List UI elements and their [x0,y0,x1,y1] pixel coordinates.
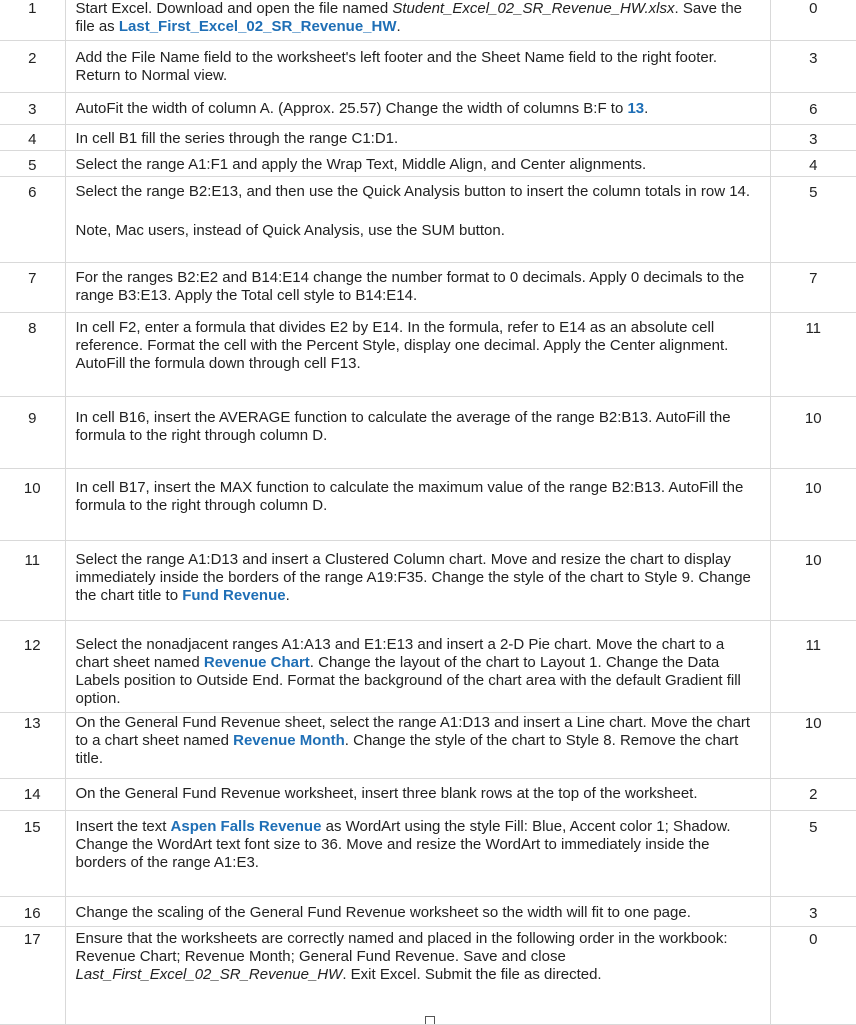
instruction-segment: AutoFit the width of column A. (Approx. 25.57) Change the width of columns B:F to [76,100,628,117]
instruction-segment: In cell B16, insert the AVERAGE function to calculate the average of the range B2:B13. AutoFill the formula to the right through column D. [76,409,731,444]
step-points-text: 10 [771,397,856,428]
step-row [0,150,856,176]
step-number [0,778,65,810]
instruction-segment: . [286,587,290,604]
step-points-text: 10 [771,469,856,498]
step-number [0,712,65,778]
step-points-text: 3 [771,41,856,68]
step-number-text: 5 [0,151,65,175]
instruction-text [76,551,762,605]
step-number-text: 16 [0,897,65,923]
step-row [0,40,856,92]
step-points-text: 0 [771,927,856,949]
step-number-text: 1 [0,0,65,18]
step-number [0,150,65,176]
step-row [0,896,856,926]
step-points-text: 3 [771,125,856,149]
step-number [0,896,65,926]
instruction-segment: as WordArt using the style Fill: Blue, Accent color 1; Shadow. Change the WordArt text font size to 36. Move and resize the WordArt to immediately inside the borders of the range A1:E3. [76,818,731,871]
step-number [0,540,65,620]
instruction-segment: . Save the file as [76,0,743,35]
step-points-text: 0 [771,0,856,18]
file-name: Last_First_Excel_02_SR_Revenue_HW [76,966,343,983]
step-number-text: 13 [0,713,65,733]
instruction-text [76,183,762,201]
step-points [770,396,856,468]
step-points-text: 10 [771,541,856,570]
step-points-text: 11 [771,621,856,655]
step-number-text: 8 [0,313,65,338]
step-points [770,468,856,540]
step-number [0,396,65,468]
instruction-segment: Ensure that the worksheets are correctly named and placed in the following order in the workbook: Revenue Chart; Revenue Month; General Fund Revenue. Save and close [76,930,728,965]
instruction-segment: Select the range A1:F1 and apply the Wrap Text, Middle Align, and Center alignments. [76,156,647,173]
step-points-text: 11 [771,313,856,338]
step-points-text: 4 [771,151,856,175]
step-points-text: 3 [771,897,856,923]
step-number [0,926,65,1024]
instruction-segment: In cell F2, enter a formula that divides E2 by E14. In the formula, refer to E14 as an absolute cell reference. Format the cell with the Percent Style, display one decimal. Apply the Center alignment. AutoFill the formula down through cell F13. [76,319,729,372]
step-row [0,396,856,468]
step-row [0,92,856,124]
instruction-segment: Insert the text [76,818,171,835]
step-instruction [65,620,770,712]
instruction-segment: For the ranges B2:E2 and B14:E14 change the number format to 0 decimals. Apply 0 decimals to the range B3:E13. Apply the Total cell style to B14:E14. [76,269,745,304]
instruction-text [76,714,762,768]
instruction-segment: In cell B1 fill the series through the range C1:D1. [76,130,399,147]
instruction-segment: . [397,18,401,35]
step-row [0,262,856,312]
step-instruction [65,778,770,810]
instruction-segment: Select the nonadjacent ranges A1:A13 and E1:E13 and insert a 2-D Pie chart. Move the chart to a chart sheet named [76,636,725,671]
step-row [0,124,856,150]
instruction-segment: Select the range A1:D13 and insert a Clustered Column chart. Move and resize the chart to display immediately inside the borders of the range A19:F35. Change the style of the chart to Style 9. Change the chart title to [76,551,751,604]
highlighted-value: Revenue Chart [204,654,310,671]
step-instruction [65,712,770,778]
step-number-text: 3 [0,93,65,119]
step-instruction [65,540,770,620]
step-points [770,896,856,926]
step-number-text: 12 [0,621,65,655]
instruction-text [76,49,762,85]
instruction-segment: In cell B17, insert the MAX function to calculate the maximum value of the range B2:B13. AutoFill the formula to the right through column D. [76,479,744,514]
step-points [770,92,856,124]
highlighted-value: Aspen Falls Revenue [171,818,322,835]
instruction-text [76,130,762,148]
step-points-text: 7 [771,263,856,288]
page-break-marker-icon [425,1016,435,1024]
step-points [770,124,856,150]
step-instruction [65,926,770,1024]
step-points [770,0,856,40]
highlighted-value: Last_First_Excel_02_SR_Revenue_HW [119,18,397,35]
instruction-note: Note, Mac users, instead of Quick Analysis, use the SUM button. [76,222,762,240]
step-points [770,150,856,176]
instruction-text [76,269,762,305]
instruction-segment: Add the File Name field to the worksheet's left footer and the Sheet Name field to the right footer. Return to Normal view. [76,49,718,84]
step-number [0,620,65,712]
instruction-text [76,479,762,515]
instruction-segment: . Change the layout of the chart to Layout 1. Change the Data Labels position to Outside End. Format the background of the chart area with the default Gradient fill option. [76,654,741,707]
instruction-text [76,156,762,174]
step-instruction [65,896,770,926]
step-points [770,778,856,810]
step-number [0,312,65,396]
step-row [0,926,856,1024]
instruction-segment: . [644,100,648,117]
step-number-text: 2 [0,41,65,68]
step-row [0,312,856,396]
step-points-text: 2 [771,779,856,804]
step-row [0,620,856,712]
step-instruction [65,810,770,896]
step-instruction [65,468,770,540]
step-number-text: 15 [0,811,65,837]
step-points [770,810,856,896]
step-points [770,176,856,262]
step-instruction [65,396,770,468]
step-instruction [65,92,770,124]
highlighted-value: Fund Revenue [182,587,285,604]
step-points-text: 6 [771,93,856,119]
instruction-segment: Change the scaling of the General Fund Revenue worksheet so the width will fit to one page. [76,904,691,921]
step-number [0,176,65,262]
step-instruction [65,262,770,312]
step-number-text: 4 [0,125,65,149]
step-points-text: 10 [771,713,856,733]
instruction-segment: . Exit Excel. Submit the file as directed. [342,966,601,983]
step-instruction [65,124,770,150]
step-instruction [65,312,770,396]
instruction-segment: Select the range B2:E13, and then use the Quick Analysis button to insert the column totals in row 14. [76,183,751,200]
step-number-text: 14 [0,779,65,804]
step-row [0,0,856,40]
instruction-text [76,100,762,118]
step-number [0,124,65,150]
step-points [770,262,856,312]
step-number-text: 17 [0,927,65,949]
step-number [0,0,65,40]
step-points [770,712,856,778]
instruction-text [76,785,762,803]
step-points [770,40,856,92]
step-row [0,540,856,620]
step-number-text: 9 [0,397,65,428]
step-points-text: 5 [771,177,856,202]
step-number-text: 10 [0,469,65,498]
instruction-segment: Start Excel. Download and open the file named [76,0,393,17]
step-number-text: 7 [0,263,65,288]
instruction-text [76,0,762,36]
step-row [0,712,856,778]
highlighted-value: 13 [627,100,644,117]
instruction-segment: On the General Fund Revenue sheet, select the range A1:D13 and insert a Line chart. Move the chart to a chart sheet named [76,714,751,749]
instruction-text [76,930,762,984]
step-number [0,40,65,92]
step-row [0,176,856,262]
step-points [770,620,856,712]
step-instruction [65,150,770,176]
file-name: Student_Excel_02_SR_Revenue_HW.xlsx [392,0,674,17]
step-row [0,778,856,810]
step-number [0,92,65,124]
step-points [770,312,856,396]
step-instruction [65,40,770,92]
step-instruction [65,176,770,262]
highlighted-value: Revenue Month [233,732,345,749]
step-number [0,262,65,312]
step-number-text: 6 [0,177,65,202]
instruction-text [76,636,762,708]
instruction-segment: On the General Fund Revenue worksheet, insert three blank rows at the top of the worksheet. [76,785,698,802]
instruction-text [76,409,762,445]
step-row [0,810,856,896]
step-row [0,468,856,540]
step-number [0,810,65,896]
instruction-segment: . Change the style of the chart to Style 8. Remove the chart title. [76,732,739,767]
step-number-text: 11 [0,541,65,570]
step-points [770,540,856,620]
instruction-text [76,904,762,922]
step-number [0,468,65,540]
step-points [770,926,856,1024]
step-points-text: 5 [771,811,856,837]
instruction-text [76,319,762,373]
instruction-text [76,818,762,872]
step-instruction [65,0,770,40]
